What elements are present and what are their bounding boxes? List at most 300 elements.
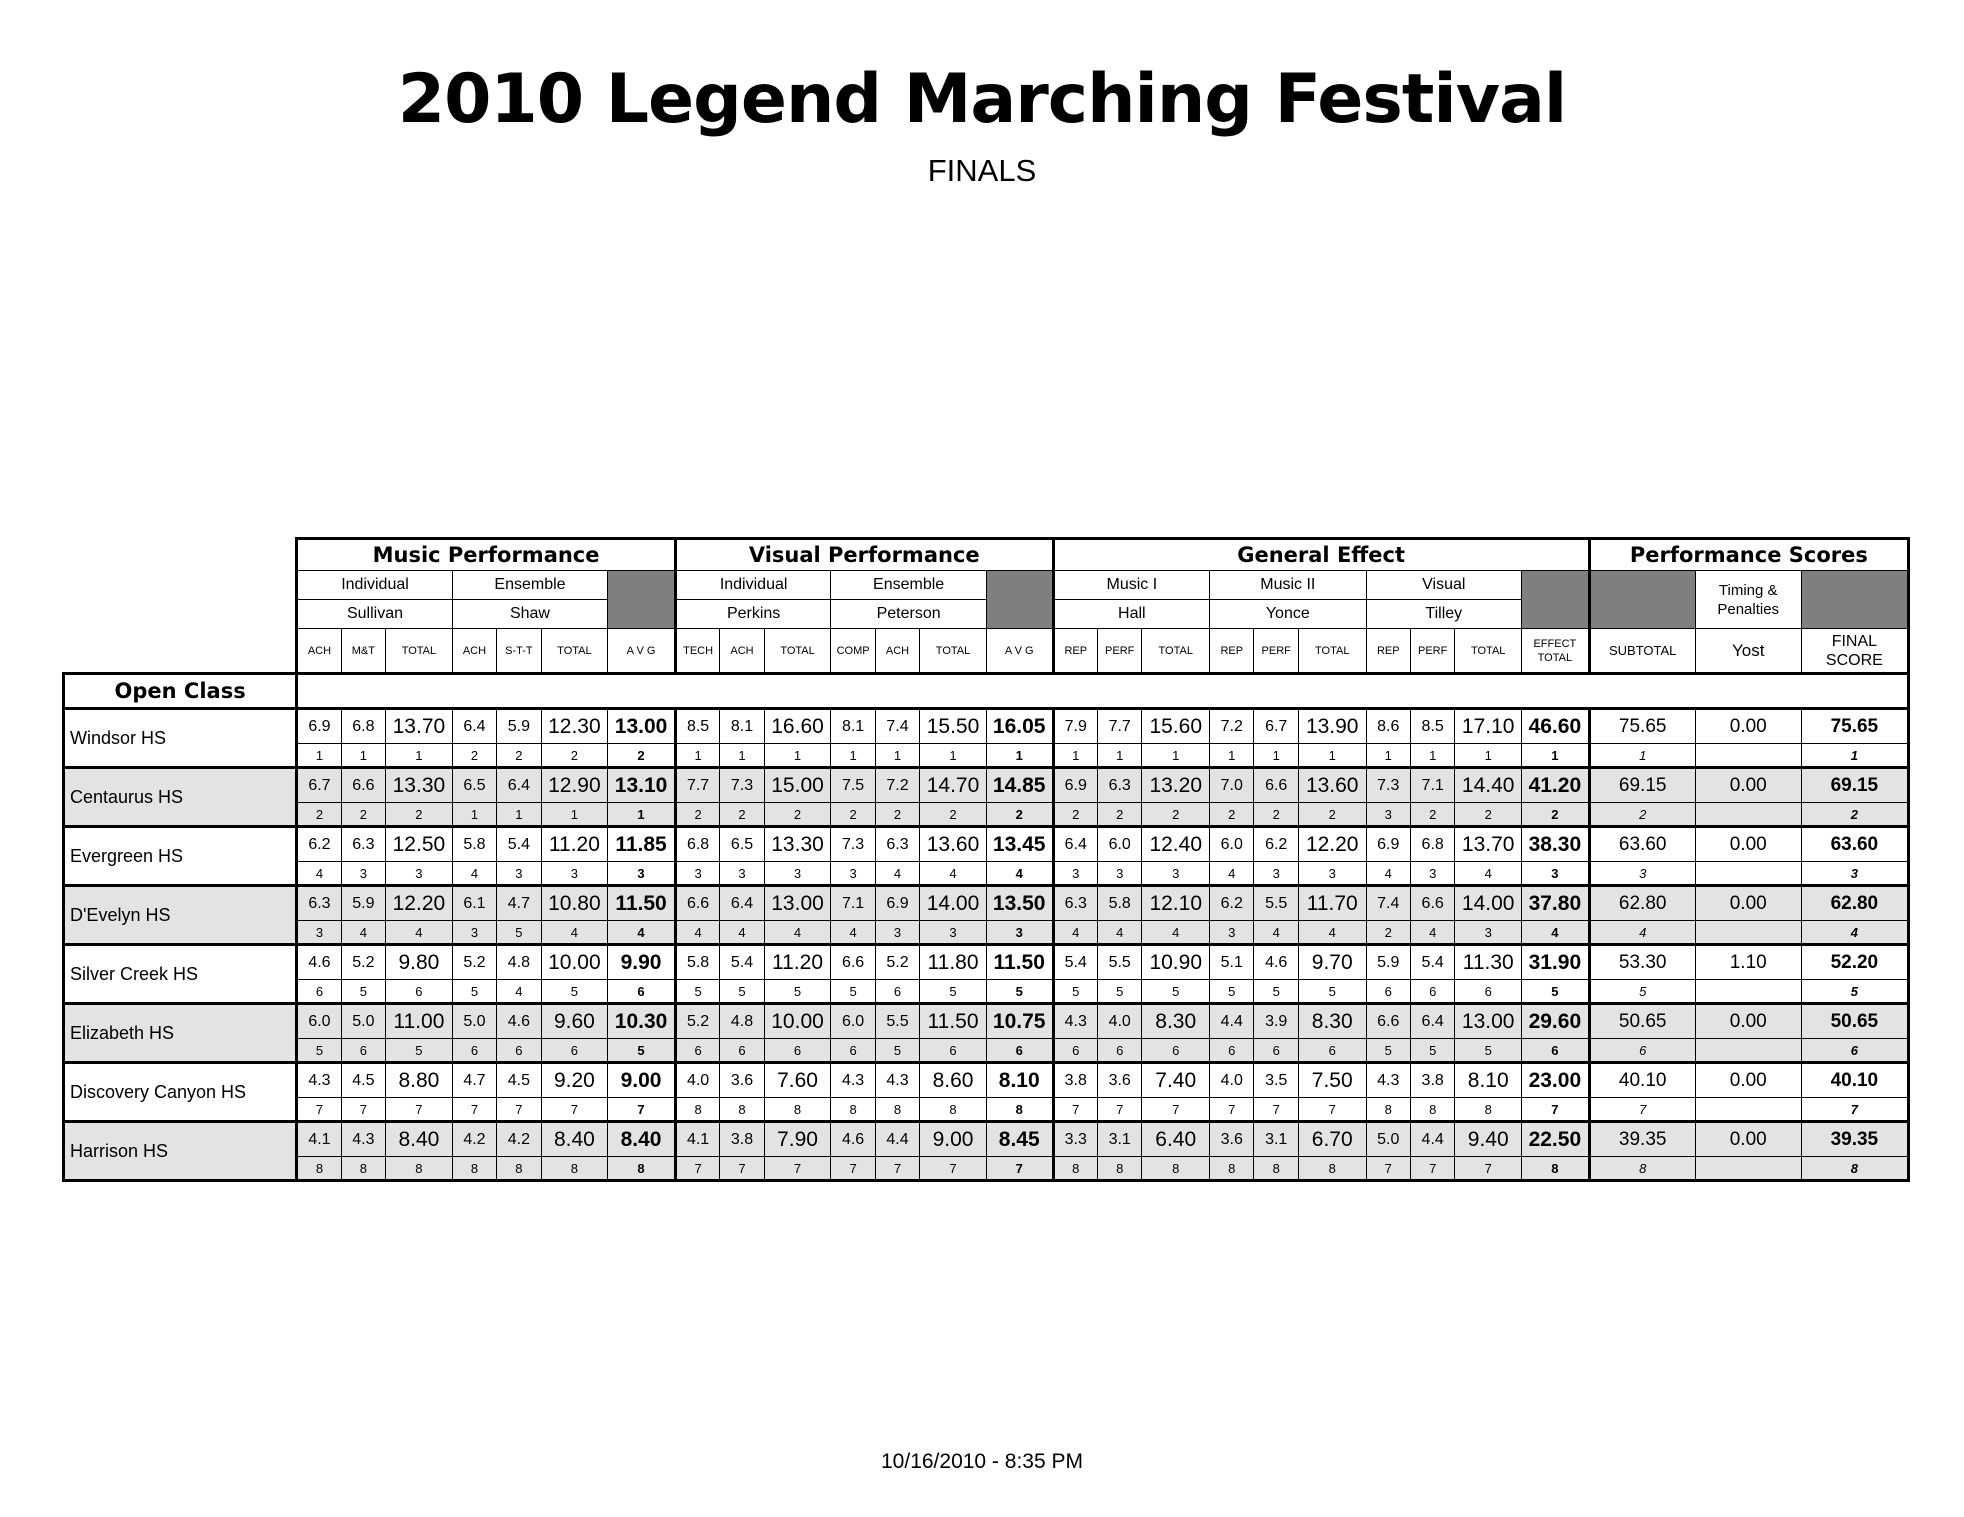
judge-perkins: Perkins (675, 600, 830, 629)
score-cell: 13.60 (920, 827, 987, 862)
school-score-row (64, 886, 1909, 921)
place-cell: 7 (452, 1098, 496, 1122)
caption-final-score: FINAL SCORE (1801, 629, 1908, 674)
section-visual-performance: Visual Performance (675, 539, 1053, 571)
score-cell: 8.5 (1410, 709, 1454, 744)
place-cell: 6 (608, 980, 676, 1004)
score-cell: 5.5 (1254, 886, 1298, 921)
place-cell: 5 (875, 1039, 919, 1063)
place-cell: 2 (920, 803, 987, 827)
place-cell: 4 (1142, 921, 1210, 945)
score-cell: 40.10 (1589, 1063, 1695, 1098)
place-cell: 8 (1298, 1157, 1366, 1181)
place-cell (1695, 1157, 1801, 1181)
score-cell: 5.9 (497, 709, 541, 744)
score-cell: 0.00 (1695, 768, 1801, 803)
place-cell: 6 (1142, 1039, 1210, 1063)
score-cell: 5.9 (1366, 945, 1410, 980)
score-cell: 40.10 (1801, 1063, 1908, 1098)
place-cell: 5 (1210, 980, 1254, 1004)
score-cell: 8.40 (386, 1122, 453, 1157)
score-cell: 6.4 (452, 709, 496, 744)
score-cell: 6.6 (831, 945, 875, 980)
place-cell: 5 (541, 980, 608, 1004)
place-cell: 7 (764, 1157, 831, 1181)
score-cell: 63.60 (1589, 827, 1695, 862)
school-score-row (64, 945, 1909, 980)
place-cell: 7 (1142, 1098, 1210, 1122)
group-ge-music-2: Music II (1210, 571, 1366, 600)
score-cell: 8.10 (1455, 1063, 1522, 1098)
place-cell: 5 (1801, 980, 1908, 1004)
caption-perf: PERF (1098, 629, 1142, 674)
score-cell: 9.20 (541, 1063, 608, 1098)
score-cell: 31.90 (1522, 945, 1590, 980)
school-name: Elizabeth HS (64, 1004, 297, 1063)
score-cell: 46.60 (1522, 709, 1590, 744)
place-cell: 7 (986, 1157, 1053, 1181)
score-cell: 63.60 (1801, 827, 1908, 862)
score-cell: 4.4 (1410, 1122, 1454, 1157)
place-cell: 2 (1098, 803, 1142, 827)
place-cell: 1 (497, 803, 541, 827)
place-cell: 6 (675, 1039, 719, 1063)
score-cell: 8.30 (1298, 1004, 1366, 1039)
place-cell: 8 (1455, 1098, 1522, 1122)
score-cell: 3.3 (1053, 1122, 1097, 1157)
place-cell: 5 (1589, 980, 1695, 1004)
score-cell: 4.1 (297, 1122, 341, 1157)
place-cell: 8 (764, 1098, 831, 1122)
place-cell: 6 (1053, 1039, 1097, 1063)
place-cell: 8 (1410, 1098, 1454, 1122)
place-cell: 4 (920, 862, 987, 886)
score-cell: 4.2 (497, 1122, 541, 1157)
caption-avg: A V G (986, 629, 1053, 674)
score-cell: 8.60 (920, 1063, 987, 1098)
place-cell (1695, 980, 1801, 1004)
score-cell: 0.00 (1695, 1004, 1801, 1039)
place-cell: 3 (720, 862, 764, 886)
score-cell: 9.60 (541, 1004, 608, 1039)
section-music-performance: Music Performance (297, 539, 676, 571)
score-cell: 6.6 (1366, 1004, 1410, 1039)
place-cell: 6 (1298, 1039, 1366, 1063)
caption-rep: REP (1210, 629, 1254, 674)
school-score-row (64, 1122, 1909, 1157)
place-cell: 8 (675, 1098, 719, 1122)
score-cell: 5.5 (1098, 945, 1142, 980)
place-cell: 3 (920, 921, 987, 945)
score-cell: 52.20 (1801, 945, 1908, 980)
school-score-row (64, 768, 1909, 803)
place-cell: 2 (497, 744, 541, 768)
place-cell: 4 (1298, 921, 1366, 945)
place-cell: 3 (608, 862, 676, 886)
score-cell: 3.8 (1053, 1063, 1097, 1098)
score-cell: 12.90 (541, 768, 608, 803)
place-cell: 6 (1589, 1039, 1695, 1063)
score-cell: 8.45 (986, 1122, 1053, 1157)
place-cell: 2 (1589, 803, 1695, 827)
place-cell: 2 (720, 803, 764, 827)
place-cell: 7 (1366, 1157, 1410, 1181)
place-cell: 4 (1522, 921, 1590, 945)
score-cell: 0.00 (1695, 1063, 1801, 1098)
score-cell: 9.00 (608, 1063, 676, 1098)
score-cell: 14.00 (920, 886, 987, 921)
score-cell: 5.4 (1410, 945, 1454, 980)
place-cell: 6 (1410, 980, 1454, 1004)
place-cell: 3 (764, 862, 831, 886)
school-place-row (64, 803, 1909, 827)
score-cell: 11.85 (608, 827, 676, 862)
place-cell: 7 (608, 1098, 676, 1122)
place-cell: 6 (986, 1039, 1053, 1063)
caption-total: TOTAL (1142, 629, 1210, 674)
place-cell: 2 (1210, 803, 1254, 827)
caption-mt: M&T (341, 629, 385, 674)
shaded-cell (1801, 571, 1908, 629)
score-cell: 10.90 (1142, 945, 1210, 980)
score-cell: 7.3 (831, 827, 875, 862)
score-cell: 3.6 (1098, 1063, 1142, 1098)
place-cell: 4 (452, 862, 496, 886)
caption-subtotal: SUBTOTAL (1589, 629, 1695, 674)
score-cell: 10.00 (764, 1004, 831, 1039)
score-cell: 6.4 (497, 768, 541, 803)
score-cell: 4.0 (675, 1063, 719, 1098)
place-cell: 2 (1410, 803, 1454, 827)
group-ge-music-1: Music I (1053, 571, 1209, 600)
score-cell: 5.1 (1210, 945, 1254, 980)
score-cell: 6.4 (1053, 827, 1097, 862)
score-cell: 4.6 (831, 1122, 875, 1157)
place-cell: 8 (1098, 1157, 1142, 1181)
score-cell: 4.7 (497, 886, 541, 921)
score-cell: 7.40 (1142, 1063, 1210, 1098)
place-cell: 4 (1366, 862, 1410, 886)
score-cell: 10.80 (541, 886, 608, 921)
caption-ach: ACH (297, 629, 341, 674)
score-cell: 39.35 (1589, 1122, 1695, 1157)
place-cell: 6 (341, 1039, 385, 1063)
page-title: 2010 Legend Marching Festival (397, 60, 1567, 139)
score-cell: 14.00 (1455, 886, 1522, 921)
place-cell: 7 (541, 1098, 608, 1122)
score-cell: 7.60 (764, 1063, 831, 1098)
place-cell: 3 (1455, 921, 1522, 945)
scores-table (62, 537, 1910, 1182)
score-cell: 13.60 (1298, 768, 1366, 803)
score-cell: 0.00 (1695, 827, 1801, 862)
score-cell: 5.8 (452, 827, 496, 862)
score-cell: 8.1 (720, 709, 764, 744)
score-cell: 5.2 (675, 1004, 719, 1039)
score-cell: 13.30 (764, 827, 831, 862)
score-cell: 11.30 (1455, 945, 1522, 980)
caption-ach: ACH (875, 629, 919, 674)
place-cell: 2 (1522, 803, 1590, 827)
place-cell: 5 (675, 980, 719, 1004)
place-cell: 1 (452, 803, 496, 827)
score-cell: 7.1 (1410, 768, 1454, 803)
place-cell: 4 (1589, 921, 1695, 945)
score-cell: 15.50 (920, 709, 987, 744)
place-cell: 7 (341, 1098, 385, 1122)
place-cell: 2 (675, 803, 719, 827)
score-cell: 8.40 (541, 1122, 608, 1157)
score-cell: 4.5 (497, 1063, 541, 1098)
score-cell: 7.3 (720, 768, 764, 803)
place-cell: 8 (720, 1098, 764, 1122)
place-cell: 5 (452, 980, 496, 1004)
place-cell: 8 (1522, 1157, 1590, 1181)
score-cell: 6.0 (1098, 827, 1142, 862)
place-cell: 8 (452, 1157, 496, 1181)
place-cell: 3 (341, 862, 385, 886)
place-cell: 1 (1589, 744, 1695, 768)
place-cell: 8 (1589, 1157, 1695, 1181)
place-cell: 8 (297, 1157, 341, 1181)
place-cell: 7 (1298, 1098, 1366, 1122)
place-cell: 5 (386, 1039, 453, 1063)
place-cell: 1 (1366, 744, 1410, 768)
score-cell: 7.90 (764, 1122, 831, 1157)
score-cell: 7.50 (1298, 1063, 1366, 1098)
place-cell: 8 (831, 1098, 875, 1122)
judge-sullivan: Sullivan (297, 600, 452, 629)
score-cell: 6.9 (1053, 768, 1097, 803)
score-cell: 7.7 (1098, 709, 1142, 744)
score-cell: 37.80 (1522, 886, 1590, 921)
caption-total: TOTAL (541, 629, 608, 674)
place-cell: 2 (341, 803, 385, 827)
place-cell: 5 (341, 980, 385, 1004)
class-name: Open Class (64, 674, 297, 709)
place-cell: 2 (1801, 803, 1908, 827)
place-cell: 8 (986, 1098, 1053, 1122)
score-cell: 6.7 (297, 768, 341, 803)
score-cell: 4.3 (1053, 1004, 1097, 1039)
score-cell: 1.10 (1695, 945, 1801, 980)
score-cell: 12.20 (386, 886, 453, 921)
score-cell: 6.0 (831, 1004, 875, 1039)
place-cell: 3 (452, 921, 496, 945)
place-cell: 4 (341, 921, 385, 945)
score-cell: 7.5 (831, 768, 875, 803)
score-cell: 7.4 (875, 709, 919, 744)
score-cell: 4.3 (875, 1063, 919, 1098)
score-cell: 13.00 (764, 886, 831, 921)
place-cell: 2 (1366, 921, 1410, 945)
section-performance-scores: Performance Scores (1589, 539, 1908, 571)
caption-total: TOTAL (386, 629, 453, 674)
place-cell: 5 (1455, 1039, 1522, 1063)
score-cell: 6.8 (341, 709, 385, 744)
score-cell: 4.3 (831, 1063, 875, 1098)
place-cell: 4 (1801, 921, 1908, 945)
score-cell: 6.3 (297, 886, 341, 921)
score-cell: 13.00 (1455, 1004, 1522, 1039)
judge-tilley: Tilley (1366, 600, 1521, 629)
place-cell: 2 (1142, 803, 1210, 827)
score-cell: 13.00 (608, 709, 676, 744)
score-cell: 12.20 (1298, 827, 1366, 862)
caption-effect-total: EFFECT TOTAL (1522, 629, 1590, 674)
score-cell: 50.65 (1801, 1004, 1908, 1039)
timestamp-footer: 10/16/2010 - 8:35 PM (881, 1450, 1083, 1473)
score-cell: 6.6 (341, 768, 385, 803)
place-cell: 3 (875, 921, 919, 945)
place-cell: 5 (1410, 1039, 1454, 1063)
score-cell: 6.4 (720, 886, 764, 921)
score-cell: 4.6 (497, 1004, 541, 1039)
score-cell: 6.0 (1210, 827, 1254, 862)
place-cell: 5 (1254, 980, 1298, 1004)
place-cell: 8 (386, 1157, 453, 1181)
shaded-cell (986, 571, 1053, 629)
score-cell: 5.0 (1366, 1122, 1410, 1157)
place-cell: 7 (1522, 1098, 1590, 1122)
group-ge-visual: Visual (1366, 571, 1521, 600)
score-cell: 50.65 (1589, 1004, 1695, 1039)
score-cell: 5.0 (452, 1004, 496, 1039)
place-cell: 5 (1098, 980, 1142, 1004)
score-cell: 7.4 (1366, 886, 1410, 921)
shaded-cell (1589, 571, 1695, 629)
group-timing-penalties: Timing & Penalties (1695, 571, 1801, 629)
place-cell: 7 (1410, 1157, 1454, 1181)
score-cell: 9.90 (608, 945, 676, 980)
place-cell: 5 (608, 1039, 676, 1063)
place-cell: 3 (1254, 862, 1298, 886)
score-cell: 17.10 (1455, 709, 1522, 744)
score-cell: 7.2 (875, 768, 919, 803)
score-cell: 5.4 (497, 827, 541, 862)
school-place-row (64, 1098, 1909, 1122)
place-cell: 4 (1254, 921, 1298, 945)
judge-yonce: Yonce (1210, 600, 1366, 629)
place-cell: 3 (297, 921, 341, 945)
score-cell: 9.70 (1298, 945, 1366, 980)
score-cell: 41.20 (1522, 768, 1590, 803)
place-cell: 3 (1210, 921, 1254, 945)
score-cell: 3.1 (1098, 1122, 1142, 1157)
score-cell: 6.2 (1254, 827, 1298, 862)
place-cell: 4 (1455, 862, 1522, 886)
place-cell: 2 (875, 803, 919, 827)
score-cell: 7.1 (831, 886, 875, 921)
place-cell: 2 (764, 803, 831, 827)
score-cell: 13.20 (1142, 768, 1210, 803)
caption-perf: PERF (1254, 629, 1298, 674)
place-cell: 5 (764, 980, 831, 1004)
score-cell: 15.00 (764, 768, 831, 803)
place-cell: 8 (1053, 1157, 1097, 1181)
place-cell: 3 (1589, 862, 1695, 886)
place-cell: 2 (608, 744, 676, 768)
place-cell: 1 (1142, 744, 1210, 768)
group-mp-ensemble: Ensemble (452, 571, 607, 600)
score-cell: 6.2 (297, 827, 341, 862)
place-cell: 7 (1455, 1157, 1522, 1181)
score-cell: 5.9 (341, 886, 385, 921)
place-cell: 6 (1522, 1039, 1590, 1063)
score-cell: 0.00 (1695, 886, 1801, 921)
place-cell: 4 (386, 921, 453, 945)
score-cell: 6.2 (1210, 886, 1254, 921)
place-cell: 1 (1455, 744, 1522, 768)
caption-stt: S-T-T (497, 629, 541, 674)
place-cell: 3 (1410, 862, 1454, 886)
page-subtitle: FINALS (927, 153, 1037, 188)
place-cell: 3 (675, 862, 719, 886)
score-cell: 12.30 (541, 709, 608, 744)
score-cell: 6.9 (1366, 827, 1410, 862)
score-cell: 13.50 (986, 886, 1053, 921)
score-cell: 29.60 (1522, 1004, 1590, 1039)
score-cell: 14.70 (920, 768, 987, 803)
place-cell: 2 (1455, 803, 1522, 827)
place-cell: 7 (720, 1157, 764, 1181)
place-cell (1695, 862, 1801, 886)
score-cell: 6.7 (1254, 709, 1298, 744)
judge-peterson: Peterson (831, 600, 986, 629)
place-cell: 5 (1298, 980, 1366, 1004)
score-cell: 10.75 (986, 1004, 1053, 1039)
judge-shaw: Shaw (452, 600, 607, 629)
place-cell: 5 (920, 980, 987, 1004)
place-cell: 8 (1254, 1157, 1298, 1181)
score-cell: 6.6 (675, 886, 719, 921)
place-cell: 1 (608, 803, 676, 827)
score-cell: 3.6 (1210, 1122, 1254, 1157)
score-cell: 4.2 (452, 1122, 496, 1157)
score-cell: 5.4 (1053, 945, 1097, 980)
place-cell: 1 (764, 744, 831, 768)
place-cell: 7 (920, 1157, 987, 1181)
place-cell: 5 (720, 980, 764, 1004)
place-cell: 2 (1298, 803, 1366, 827)
place-cell: 8 (1366, 1098, 1410, 1122)
place-cell: 3 (831, 862, 875, 886)
caption-ach: ACH (452, 629, 496, 674)
place-cell (1695, 803, 1801, 827)
score-cell: 3.6 (720, 1063, 764, 1098)
score-cell: 14.40 (1455, 768, 1522, 803)
score-cell: 6.3 (341, 827, 385, 862)
score-cell: 4.8 (720, 1004, 764, 1039)
school-place-row (64, 862, 1909, 886)
score-cell: 11.50 (920, 1004, 987, 1039)
score-cell: 6.9 (875, 886, 919, 921)
score-cell: 4.3 (341, 1122, 385, 1157)
score-cell: 7.3 (1366, 768, 1410, 803)
score-cell: 11.20 (764, 945, 831, 980)
score-cell: 69.15 (1589, 768, 1695, 803)
place-cell: 4 (1410, 921, 1454, 945)
score-cell: 7.9 (1053, 709, 1097, 744)
class-spacer-row (297, 674, 1909, 709)
score-cell: 8.30 (1142, 1004, 1210, 1039)
score-cell: 6.8 (675, 827, 719, 862)
place-cell: 4 (541, 921, 608, 945)
score-cell: 5.2 (875, 945, 919, 980)
place-cell: 6 (764, 1039, 831, 1063)
place-cell: 3 (1801, 862, 1908, 886)
score-cell: 0.00 (1695, 1122, 1801, 1157)
